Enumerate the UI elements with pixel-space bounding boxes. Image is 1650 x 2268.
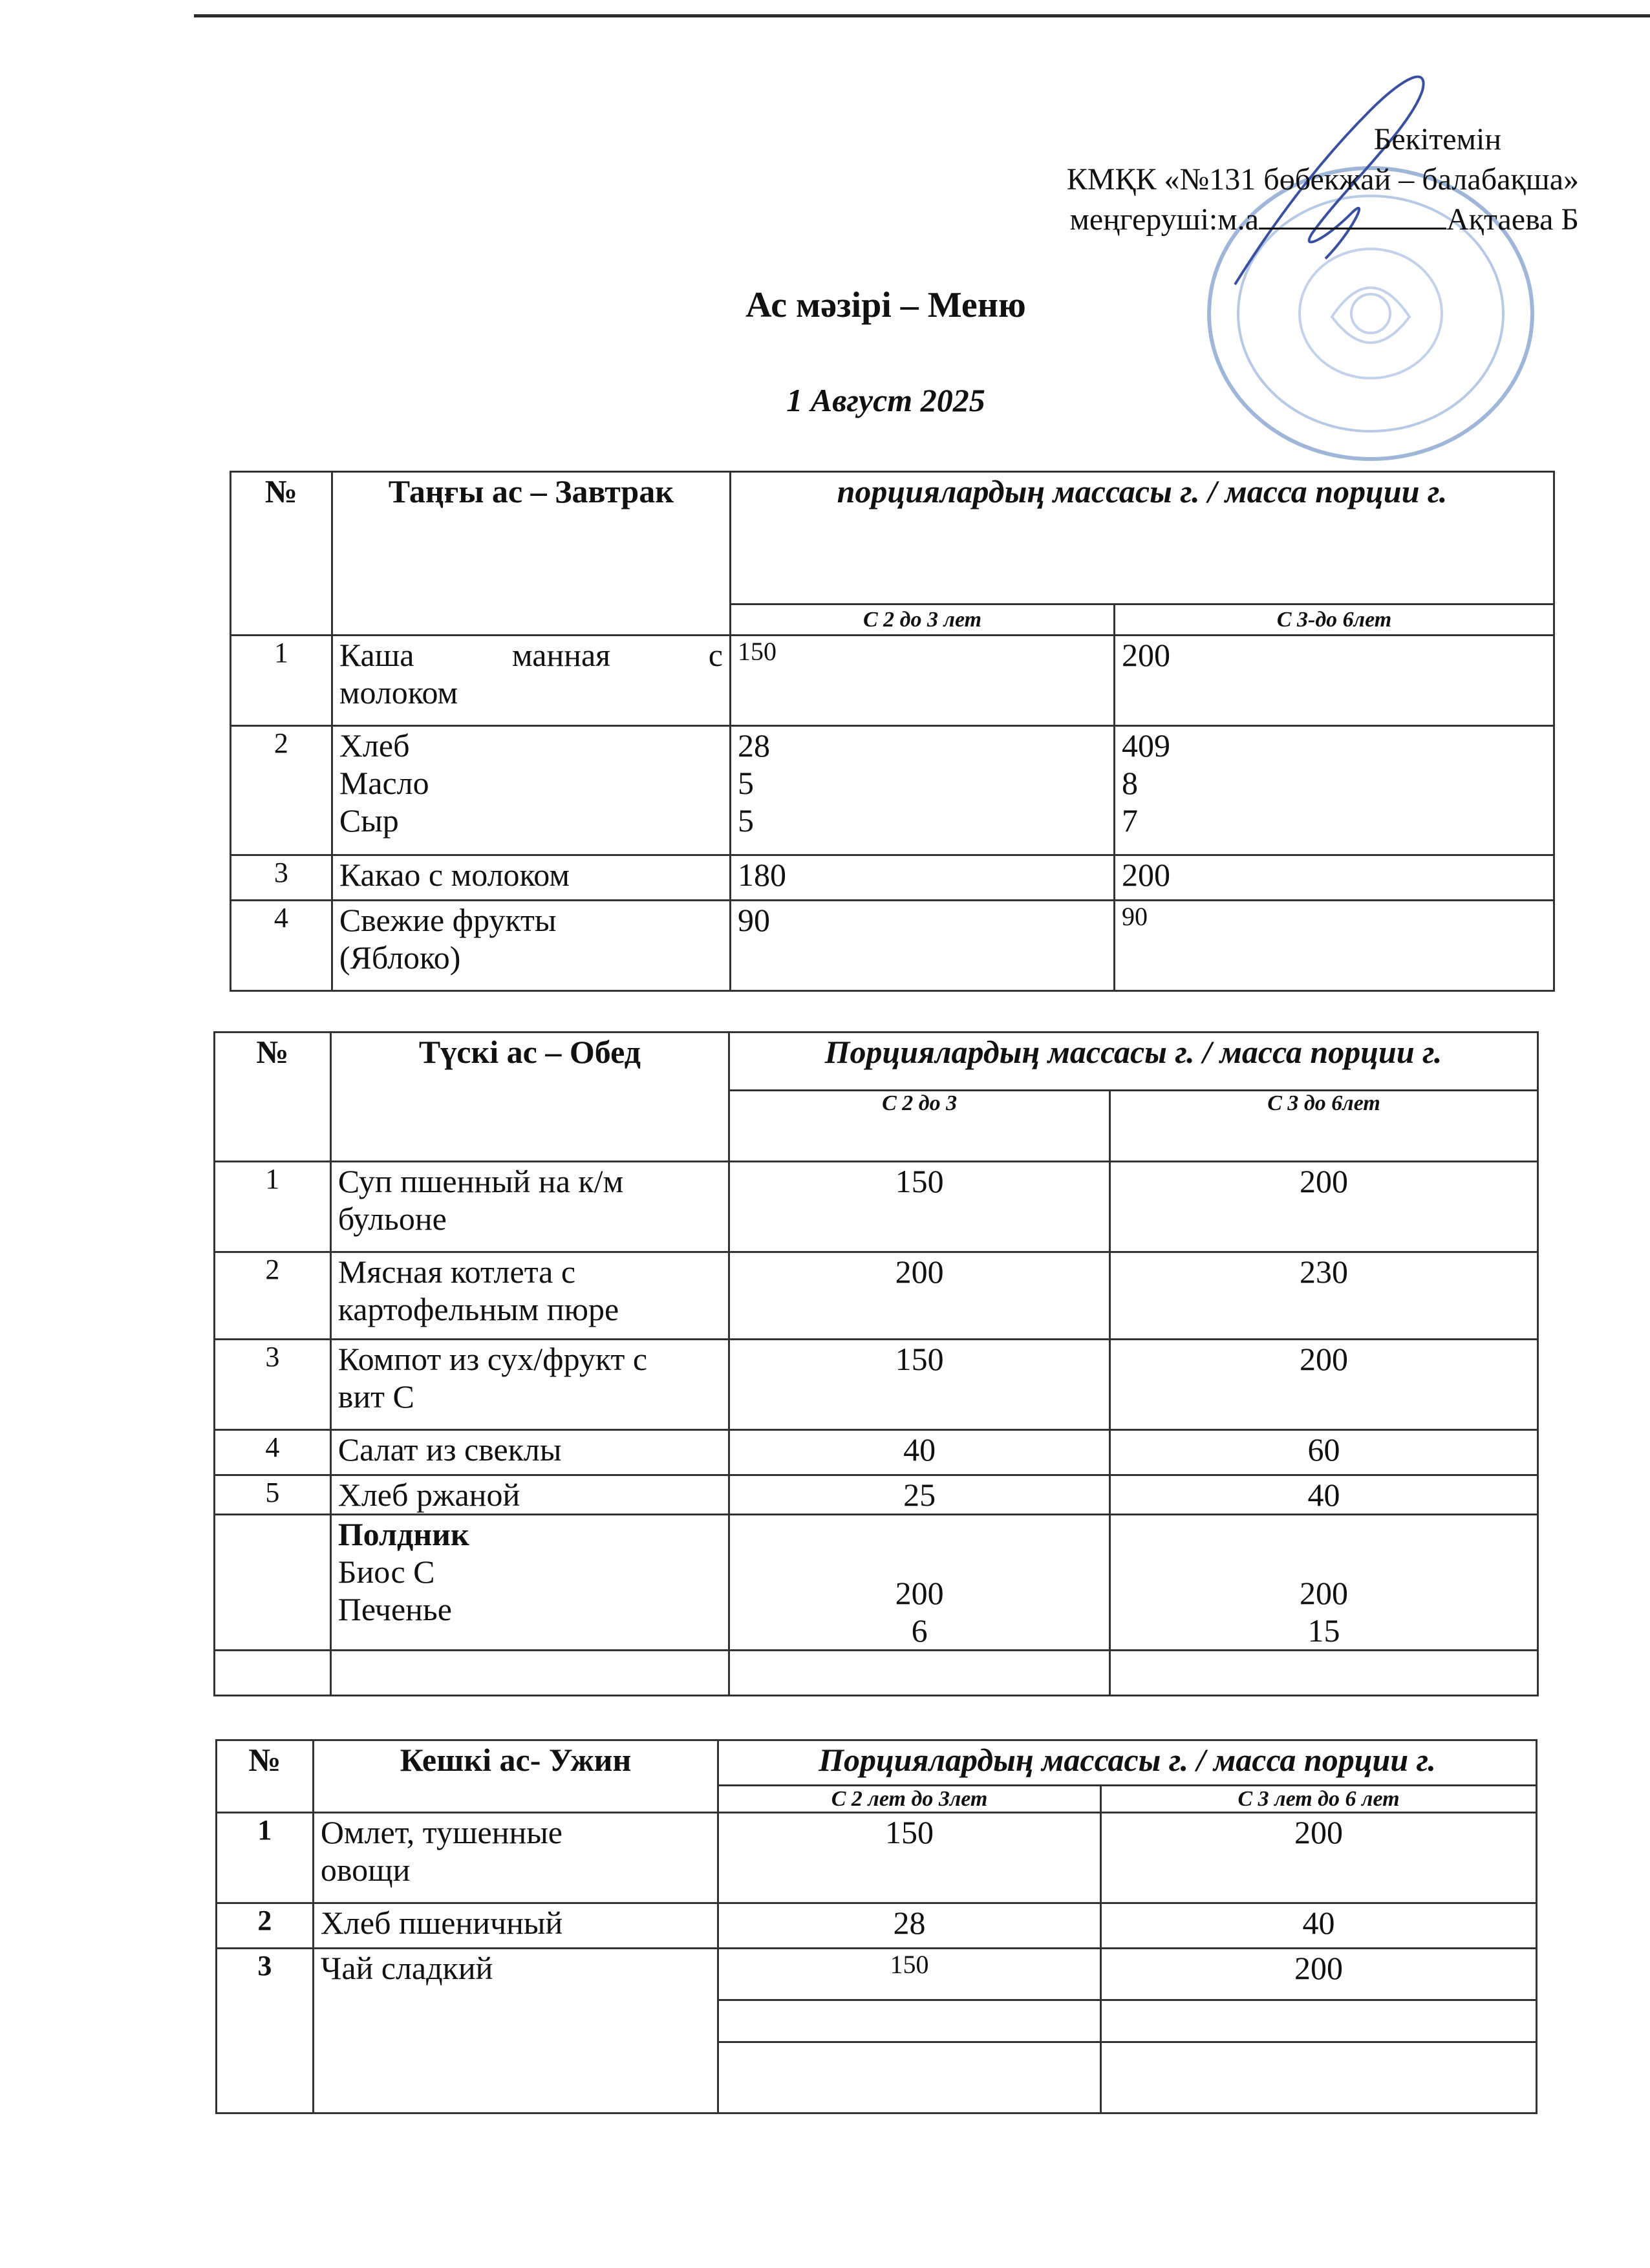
- row-number: 2: [231, 726, 332, 855]
- dish-line: Масло: [339, 765, 429, 801]
- table-row: [217, 1949, 1537, 2000]
- row-number: 3: [217, 1949, 314, 2113]
- portion-b: 200: [1110, 1162, 1538, 1252]
- portion-b: 60: [1110, 1430, 1538, 1475]
- portion-value: 409: [1122, 727, 1171, 764]
- head-name: Ақтаева Б: [1446, 202, 1579, 237]
- table-row: [215, 1430, 1538, 1475]
- age-column-a: С 2 до 3 лет: [730, 604, 1114, 636]
- portion-value: 6: [911, 1612, 928, 1649]
- dish-line: вит С: [338, 1378, 414, 1415]
- portion-a: 25: [729, 1475, 1110, 1515]
- portion-value: 200: [1300, 1575, 1349, 1611]
- row-number: 4: [215, 1430, 331, 1475]
- table-row: [215, 1340, 1538, 1430]
- portion-header: Порциялардың массасы г. / масса порции г.: [718, 1740, 1537, 1786]
- table-row: [215, 1162, 1538, 1252]
- portion-value: 5: [737, 765, 754, 801]
- portion-value: 5: [737, 802, 754, 839]
- portion-a: 150: [718, 1813, 1101, 1903]
- empty-cell: [729, 1651, 1110, 1696]
- page-title: Ас мәзірі – Меню: [745, 285, 1026, 325]
- portion-a: [730, 726, 1114, 855]
- table-row: [217, 1903, 1537, 1949]
- portion-a: 28: [718, 1903, 1101, 1949]
- dish-line: Биос С: [338, 1554, 435, 1590]
- portion-b: 230: [1110, 1252, 1538, 1340]
- row-number: 4: [231, 901, 332, 991]
- row-number: 5: [215, 1475, 331, 1515]
- portion-b: 40: [1101, 1903, 1537, 1949]
- portion-b: [1110, 1515, 1538, 1651]
- portion-a: 40: [729, 1430, 1110, 1475]
- portion-header: порциялардың массасы г. / масса порции г.: [730, 472, 1554, 604]
- snack-row: [215, 1515, 1538, 1651]
- dish-line: (Яблоко): [339, 939, 461, 976]
- dish-line: Омлет, тушенные: [320, 1814, 562, 1850]
- meal-header: Кешкі ас- Ужин: [313, 1740, 718, 1813]
- empty-cell: [1101, 2042, 1537, 2113]
- lunch-table: [213, 1031, 1539, 1696]
- meal-header: Түскі ас – Обед: [330, 1032, 729, 1162]
- number-header: №: [215, 1032, 331, 1162]
- empty-cell: [1101, 2000, 1537, 2042]
- portion-a: 200: [729, 1252, 1110, 1340]
- dish-line: Мясная котлета с: [338, 1254, 576, 1290]
- approve-label: Бекітемін: [1373, 122, 1501, 156]
- portion-b: 90: [1115, 901, 1554, 991]
- row-number: 1: [231, 636, 332, 726]
- dish-line: Каша манная с: [339, 637, 723, 673]
- dish-line: бульоне: [338, 1201, 447, 1237]
- age-column-b: С 3 до 6лет: [1110, 1091, 1538, 1162]
- dish-line: Хлеб: [339, 727, 410, 764]
- portion-header: Порциялардың массасы г. / масса порции г.: [729, 1032, 1538, 1091]
- menu-date: 1 Август 2025: [786, 382, 985, 418]
- empty-row: [215, 1651, 1538, 1696]
- head-title: меңгеруші:м.а: [1069, 202, 1259, 237]
- portion-a: 150: [729, 1162, 1110, 1252]
- table-row: [217, 1813, 1537, 1903]
- portion-b: 200: [1115, 855, 1554, 901]
- dish-line: овощи: [320, 1852, 411, 1888]
- dish-name: [330, 1162, 729, 1252]
- dish-name: [332, 901, 730, 991]
- row-number: 2: [217, 1903, 314, 1949]
- approval-header: [1067, 120, 1579, 240]
- dish-line: Суп пшенный на к/м: [338, 1163, 624, 1199]
- dish-line: молоком: [339, 674, 458, 711]
- organization-name: КМҚК «№131 бөбекжай – балабақша»: [1066, 162, 1579, 197]
- meal-header: Таңғы ас – Завтрак: [332, 472, 730, 636]
- breakfast-table: [230, 471, 1555, 992]
- row-number: 3: [215, 1340, 331, 1430]
- empty-cell: [330, 1651, 729, 1696]
- number-header: №: [217, 1740, 314, 1813]
- dish-line: Компот из сух/фрукт с: [338, 1341, 648, 1377]
- portion-value: 7: [1122, 802, 1139, 839]
- dish-name: [332, 636, 730, 726]
- table-row: [215, 1475, 1538, 1515]
- snack-dishes: [330, 1515, 729, 1651]
- table-row: [231, 855, 1554, 901]
- portion-value: 8: [1122, 765, 1139, 801]
- portion-a: 90: [730, 901, 1114, 991]
- dish-name: Салат из свеклы: [330, 1430, 729, 1475]
- portion-a: [729, 1515, 1110, 1651]
- portion-value: 15: [1307, 1612, 1340, 1649]
- dish-name: [330, 1340, 729, 1430]
- portion-b: [1115, 726, 1554, 855]
- empty-cell: [718, 2042, 1101, 2113]
- table-row: [215, 1252, 1538, 1340]
- dish-name: Какао с молоком: [332, 855, 730, 901]
- dish-name: Чай сладкий: [313, 1949, 718, 2113]
- dish-line: картофельным пюре: [338, 1291, 619, 1327]
- dish-name: [313, 1813, 718, 1903]
- empty-cell: [1110, 1651, 1538, 1696]
- scan-edge-line: [194, 14, 1650, 17]
- dish-name: Хлеб ржаной: [330, 1475, 729, 1515]
- empty-cell: [718, 2000, 1101, 2042]
- empty-cell: [215, 1651, 331, 1696]
- number-header: №: [231, 472, 332, 636]
- dish-name: Хлеб пшеничный: [313, 1903, 718, 1949]
- table-row: [231, 726, 1554, 855]
- row-number: 1: [215, 1162, 331, 1252]
- age-column-b: С 3-до 6лет: [1115, 604, 1554, 636]
- dinner-table: [215, 1739, 1538, 2114]
- age-column-a: С 2 лет до 3лет: [718, 1786, 1101, 1813]
- head-signature-line: [1067, 200, 1579, 240]
- age-column-b: С 3 лет до 6 лет: [1101, 1786, 1537, 1813]
- portion-a: 150: [718, 1949, 1101, 2000]
- dish-name: [332, 726, 730, 855]
- dish-line: Свежие фрукты: [339, 902, 557, 938]
- row-number: 1: [217, 1813, 314, 1903]
- signature-blank: [1259, 202, 1446, 230]
- portion-value: 200: [895, 1575, 944, 1611]
- portion-b: 200: [1115, 636, 1554, 726]
- row-number: 2: [215, 1252, 331, 1340]
- row-number: 3: [231, 855, 332, 901]
- dish-line: Печенье: [338, 1591, 452, 1627]
- age-column-a: С 2 до 3: [729, 1091, 1110, 1162]
- table-row: [231, 636, 1554, 726]
- snack-title: Полдник: [338, 1516, 469, 1552]
- dish-line: Сыр: [339, 802, 399, 839]
- portion-a: 150: [730, 636, 1114, 726]
- dish-name: [330, 1252, 729, 1340]
- portion-a: 150: [729, 1340, 1110, 1430]
- portion-b: 40: [1110, 1475, 1538, 1515]
- portion-a: 180: [730, 855, 1114, 901]
- portion-value: 28: [737, 727, 770, 764]
- portion-b: 200: [1101, 1949, 1537, 2000]
- portion-b: 200: [1110, 1340, 1538, 1430]
- row-number: [215, 1515, 331, 1651]
- portion-b: 200: [1101, 1813, 1537, 1903]
- table-row: [231, 901, 1554, 991]
